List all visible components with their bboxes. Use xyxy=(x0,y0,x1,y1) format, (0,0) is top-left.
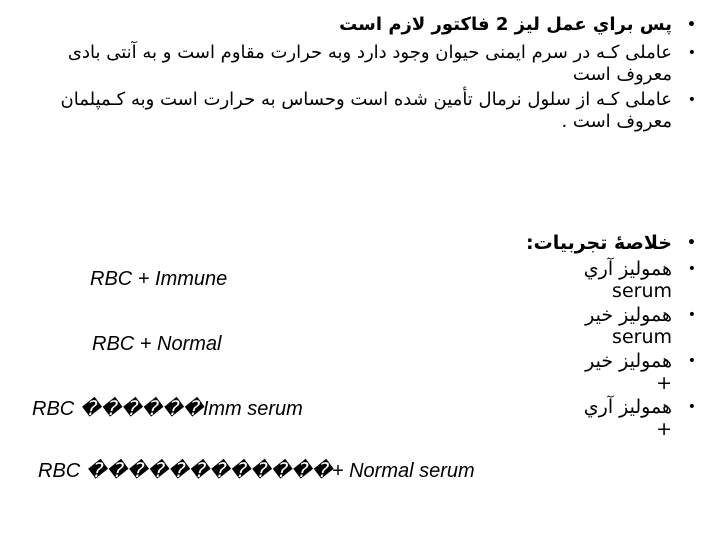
label-rbc-heated-immune-serum: RBC ������Imm serum xyxy=(32,398,303,420)
bullet-dot-icon: • xyxy=(687,307,696,323)
label-rbc-normal: RBC + Normal xyxy=(92,333,222,355)
result-item-suffix: serum xyxy=(612,326,672,348)
label-rbc-heated-normal-serum: RBC ������������+ Normal serum xyxy=(38,460,475,482)
bullet-dot-icon: • xyxy=(687,353,696,369)
bullet-dot-icon: • xyxy=(687,399,696,415)
intro-bullet-item xyxy=(20,14,696,36)
result-item-suffix: + xyxy=(656,418,672,440)
bullet-dot-icon: • xyxy=(687,92,696,108)
results-heading-item xyxy=(456,232,696,254)
intro-bullet-list xyxy=(20,14,696,136)
result-item xyxy=(456,396,696,440)
result-item-text: همولیز آري xyxy=(583,258,672,280)
result-item xyxy=(456,304,696,348)
results-heading: خلاصۀ تجربیات: xyxy=(526,232,672,254)
result-item-text: همولیز آري xyxy=(583,396,672,418)
result-item xyxy=(456,350,696,394)
bullet-dot-icon: • xyxy=(687,45,696,61)
result-item-text: همولیز خیر xyxy=(585,304,672,326)
result-item-suffix: + xyxy=(656,372,672,394)
result-item-text: همولیز خیر xyxy=(585,350,672,372)
bullet-dot-icon: • xyxy=(687,17,696,33)
intro-item-text: پس براي عمل لیز 2 فاکتور لازم است xyxy=(339,14,672,35)
intro-item-text: عاملی کـه در سرم ایمنی حیوان وجود دارد وبه حرارت مقاوم است و به آنتی بادی معروف است xyxy=(67,42,672,85)
bullet-dot-icon: • xyxy=(687,261,696,277)
result-item-suffix: serum xyxy=(612,280,672,302)
results-bullet-list xyxy=(456,232,696,442)
bullet-dot-icon: • xyxy=(687,235,696,251)
intro-bullet-item xyxy=(20,42,696,86)
intro-bullet-item xyxy=(20,89,696,133)
intro-item-text: عاملی کـه از سلول نرمال تأمین شده است وحساس به حرارت است وبه کـمپلمان معروف است . xyxy=(60,89,672,132)
result-item xyxy=(456,258,696,302)
label-rbc-immune: RBC + Immune xyxy=(90,268,228,290)
